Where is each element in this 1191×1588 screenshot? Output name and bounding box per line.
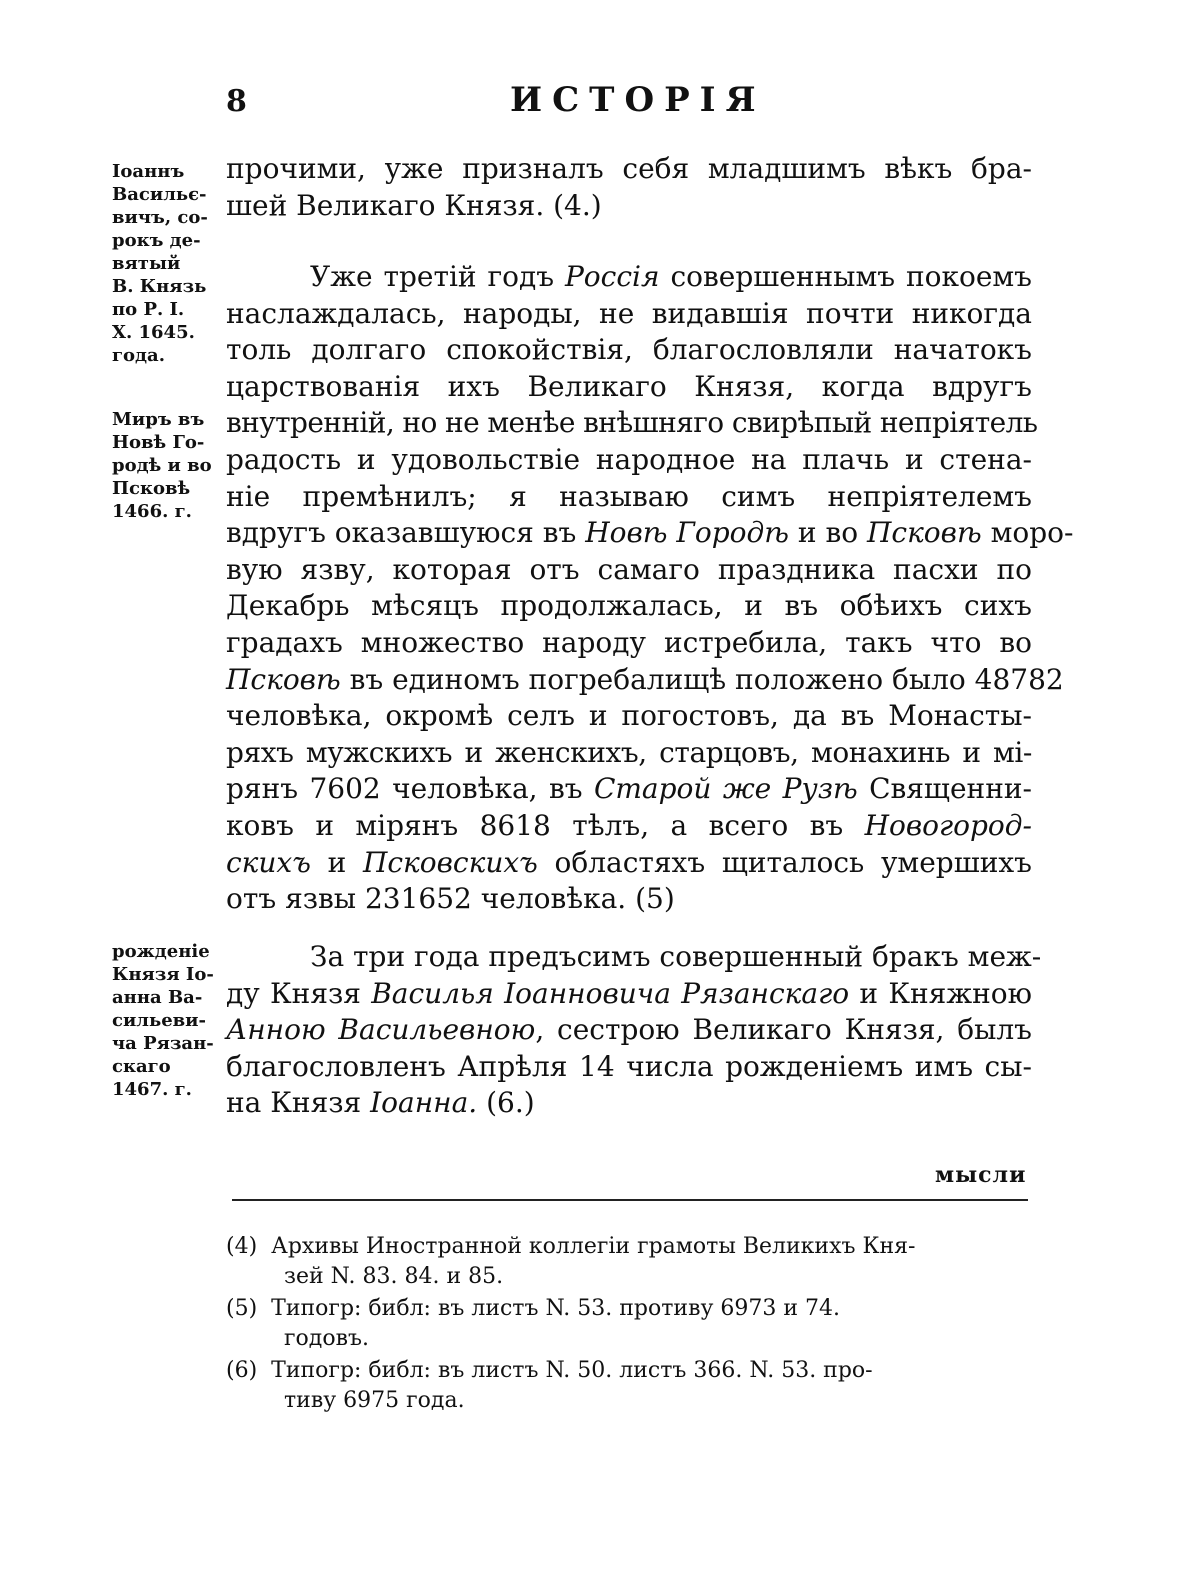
text-line: ніе премѣнилъ; я называю симъ непріятелемъ: [226, 479, 1032, 513]
margin-note-line: 1467. г.: [112, 1079, 192, 1100]
text-line: Уже третій годъ Россія совершеннымъ покоемъ: [310, 260, 1032, 293]
text-line: ряхъ мужскихъ и женскихъ, старцовъ, монахинь и мі-: [226, 735, 1032, 769]
paragraph-continuation: [226, 151, 1032, 224]
margin-note-line: вичъ, со-: [112, 207, 208, 228]
text-line: человѣка, окромѣ селъ и погостовъ, да въ Монасты-: [226, 699, 1032, 733]
margin-note-line: анна Ва-: [112, 987, 203, 1008]
paragraph-birth: [226, 939, 1042, 1122]
margin-note-line: Васильє-: [112, 184, 207, 205]
footnote-line: тиву 6975 года.: [284, 1388, 465, 1413]
text-line: рянъ 7602 человѣка, въ Старой же Рузѣ Священни-: [226, 772, 1032, 806]
footnote-line: (6) Типогр: библ: въ листъ N. 50. листъ 366. N. 53. про-: [226, 1358, 873, 1383]
running-head: ИСТОРІЯ: [510, 80, 766, 120]
text-line: Псковѣ въ единомъ погребалищѣ положено было 48782: [226, 662, 1064, 696]
margin-note-line: года.: [112, 345, 165, 366]
text-line: скихъ и Псковскихъ областяхъ щиталось умершихъ: [226, 845, 1032, 879]
margin-note-line: сильеви-: [112, 1010, 206, 1031]
margin-note-line: 1466. г.: [112, 501, 192, 522]
margin-note-line: Псковѣ: [112, 478, 191, 499]
margin-note-line: Миръ въ: [112, 409, 205, 430]
margin-note-line: Іоаннъ: [112, 161, 185, 182]
text-line: ду Князя Василья Іоанновича Рязанскаго и Княжною: [226, 976, 1032, 1010]
margin-note-line: Х. 1645.: [112, 322, 195, 343]
text-line: За три года предъсимъ совершенный бракъ меж-: [310, 940, 1042, 973]
margin-note-line: В. Князь: [112, 276, 207, 297]
text-line: вдругъ оказавшуюся въ Новѣ Городѣ и во Псковѣ моро-: [226, 516, 1074, 550]
text-line: градахъ множество народу истребила, такъ что во: [226, 625, 1032, 659]
margin-note-line: скаго: [112, 1056, 171, 1077]
text-line: наслаждалась, народы, не видавшія почти никогда: [226, 296, 1032, 330]
text-line: вую язву, которая отъ самаго праздника пасхи по: [226, 552, 1032, 586]
footnote-line: (5) Типогр: библ: въ листъ N. 53. противу 6973 и 74.: [226, 1296, 841, 1321]
footnote-line: зей N. 83. 84. и 85.: [284, 1264, 504, 1289]
text-line: благословленъ Апрѣля 14 числа рожденіемъ имъ сы-: [226, 1049, 1032, 1083]
page-number: 8: [226, 84, 247, 119]
margin-note-line: рожденіе: [112, 941, 210, 962]
margin-note-plague: [112, 408, 230, 523]
margin-note-line: ча Рязан-: [112, 1033, 214, 1054]
margin-note-line: по Р. І.: [112, 299, 185, 320]
text-line: внутренній, но не менѣе внѣшняго свирѣпый непріятель: [226, 406, 1038, 440]
text-line: царствованія ихъ Великаго Князя, когда вдругъ: [226, 369, 1032, 403]
margin-note-line: Князя Іо-: [112, 964, 214, 985]
text-line: ковъ и мірянъ 8618 тѣлъ, а всего въ Новогород-: [226, 808, 1032, 842]
margin-note-line: вятый: [112, 253, 181, 274]
text-line: на Князя Іоанна. (6.): [226, 1086, 535, 1120]
text-line: отъ язвы 231652 человѣка. (5): [226, 882, 675, 916]
text-line: толь долгаго спокойствія, благословляли начатокъ: [226, 333, 1032, 367]
text-line: прочими, уже призналъ себя младшимъ вѣкъ бра-: [226, 152, 1032, 185]
text-line: радость и удовольствіе народное на плачь и стена-: [226, 442, 1032, 476]
margin-note-line: родѣ и во: [112, 455, 212, 476]
text-line: Анною Васильевною, сестрою Великаго Князя, былъ: [226, 1013, 1033, 1047]
margin-note-ioann: [112, 160, 230, 367]
footnote-divider: [232, 1199, 1028, 1201]
footnote-5: [226, 1294, 1032, 1354]
margin-note-birth: [112, 940, 230, 1101]
text-line: шей Великаго Князя. (4.): [226, 188, 602, 222]
text-line: Декабрь мѣсяцъ продолжалась, и въ обѣихъ сихъ: [226, 589, 1032, 623]
margin-note-line: Новѣ Го-: [112, 432, 205, 453]
margin-note-line: рокъ де-: [112, 230, 201, 251]
footnotes: [226, 1232, 1032, 1416]
paragraph-plague: [226, 259, 1074, 918]
footnote-6: [226, 1356, 1032, 1416]
footnote-line: годовъ.: [284, 1326, 369, 1351]
catchword: мысли: [935, 1162, 1027, 1188]
footnote-4: [226, 1232, 1032, 1292]
footnote-line: (4) Архивы Иностранной коллегіи грамоты Великихъ Кня-: [226, 1234, 916, 1259]
